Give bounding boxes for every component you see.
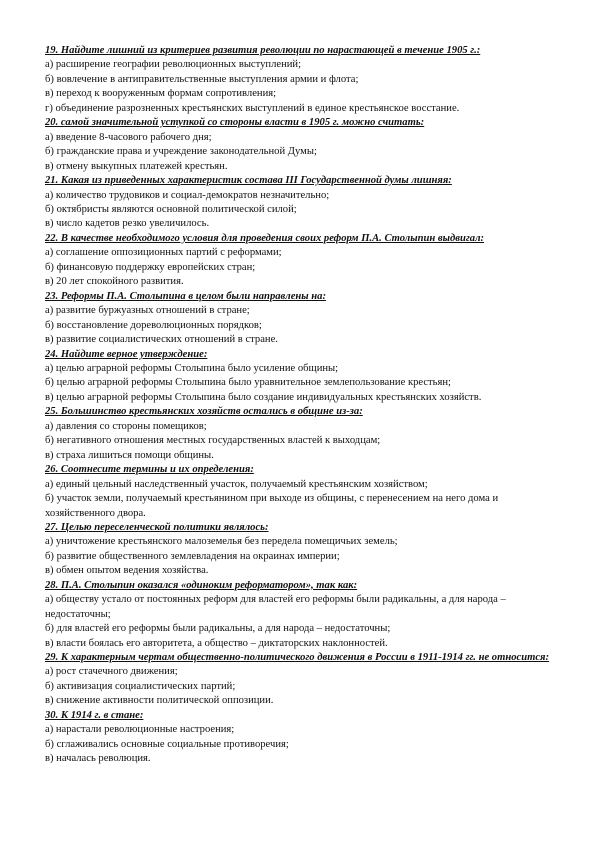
answer-option: а) развитие буржуазных отношений в стране;: [45, 305, 250, 317]
question-title: 26. Соотнесите термины и их определения:: [45, 464, 254, 476]
question-30: [45, 709, 555, 767]
question-title: 28. П.А. Столыпин оказался «одиноким реформатором», так как:: [45, 579, 358, 591]
answer-option: б) целью аграрной реформы Столыпина было уравнительное землепользование крестьян;: [45, 377, 452, 389]
question-title: 23. Реформы П.А. Столыпина в целом были направлены на:: [45, 290, 327, 302]
answer-option: а) количество трудовиков и социал-демократов незначительно;: [45, 189, 330, 201]
answer-option: б) финансовую поддержку европейских стран;: [45, 261, 256, 273]
question-25: [45, 405, 555, 463]
answer-option: в) снижение активности политической оппозиции.: [45, 695, 274, 707]
question-19: [45, 44, 555, 116]
question-29: [45, 651, 555, 709]
answer-option: в) переход к вооруженным формам сопротивления;: [45, 88, 277, 100]
answer-option: б) активизация социалистических партий;: [45, 680, 236, 692]
answer-option: б) вовлечение в антиправительственные выступления армии и флота;: [45, 73, 359, 85]
question-26: [45, 463, 555, 521]
answer-option: б) восстановление дореволюционных порядков;: [45, 319, 262, 331]
answer-option: а) целью аграрной реформы Столыпина было усиление общины;: [45, 362, 339, 374]
question-title: 19. Найдите лишний из критериев развития революции по нарастающей в течение 1905 г.:: [45, 45, 481, 56]
answer-option: б) октябристы являются основной политической силой;: [45, 203, 297, 215]
answer-option: б) сглаживались основные социальные противоречия;: [45, 738, 289, 750]
question-23: [45, 290, 555, 348]
question-title: 24. Найдите верное утверждение:: [45, 348, 208, 360]
answer-option: в) целью аграрной реформы Столыпина было создание индивидуальных крестьянских хозяйств.: [45, 391, 482, 403]
question-27: [45, 521, 555, 579]
answer-option: в) отмену выкупных платежей крестьян.: [45, 160, 228, 172]
question-title: 25. Большинство крестьянских хозяйств остались в общине из-за:: [45, 406, 363, 418]
question-21: [45, 174, 555, 232]
answer-option: а) обществу устало от постоянных реформ для властей его реформы были радикальны, а для народа – недостаточны;: [45, 594, 506, 620]
answer-option: а) давления со стороны помещиков;: [45, 420, 207, 432]
answer-option: а) уничтожение крестьянского малоземелья без передела помещичьих земель;: [45, 536, 398, 548]
answer-option: в) развитие социалистических отношений в стране.: [45, 334, 278, 346]
answer-option: г) объединение разрозненных крестьянских выступлений в единое крестьянское восстание.: [45, 102, 460, 114]
answer-option: б) участок земли, получаемый крестьянином при выходе из общины, с перенесением на него дома и хозяйственного двора.: [45, 493, 499, 519]
answer-option: а) введение 8-часового рабочего дня;: [45, 131, 212, 143]
question-title: 20. самой значительной уступкой со стороны власти в 1905 г. можно считать:: [45, 117, 425, 129]
answer-option: а) расширение географии революционных выступлений;: [45, 59, 302, 71]
answer-option: в) число кадетов резко увеличилось.: [45, 218, 210, 230]
answer-option: в) обмен опытом ведения хозяйства.: [45, 565, 209, 577]
question-title: 29. К характерным чертам общественно-политического движения в России в 1911-1914 гг. не относится:: [45, 652, 550, 664]
answer-option: в) 20 лет спокойного развития.: [45, 276, 184, 288]
question-title: 30. К 1914 г. в стане:: [45, 709, 144, 721]
answer-option: а) нарастали революционные настроения;: [45, 724, 235, 736]
question-22: [45, 232, 555, 290]
answer-option: б) гражданские права и учреждение законодательной Думы;: [45, 146, 317, 158]
answer-option: б) для властей его реформы были радикальны, а для народа – недостаточны;: [45, 623, 391, 635]
question-title: 22. В качестве необходимого условия для проведения своих реформ П.А. Столыпин выдвигал:: [45, 232, 485, 244]
answer-option: в) страха лишиться помощи общины.: [45, 449, 214, 461]
question-title: 21. Какая из приведенных характеристик состава III Государственной думы лишняя:: [45, 175, 452, 187]
answer-option: в) власти боялась его авторитета, а общество – диктаторских наклонностей.: [45, 637, 388, 649]
question-24: [45, 348, 555, 406]
question-20: [45, 116, 555, 174]
answer-option: в) началась революция.: [45, 753, 151, 765]
answer-option: а) единый цельный наследственный участок, получаемый крестьянским хозяйством;: [45, 478, 428, 490]
answer-option: б) развитие общественного землевладения на окраинах империи;: [45, 550, 340, 562]
question-28: [45, 579, 555, 651]
question-title: 27. Целью переселенческой политики являлось:: [45, 521, 269, 533]
answer-option: б) негативного отношения местных государственных властей к выходцам;: [45, 435, 381, 447]
answer-option: а) соглашение оппозиционных партий с реформами;: [45, 247, 282, 259]
answer-option: а) рост стачечного движения;: [45, 666, 178, 678]
